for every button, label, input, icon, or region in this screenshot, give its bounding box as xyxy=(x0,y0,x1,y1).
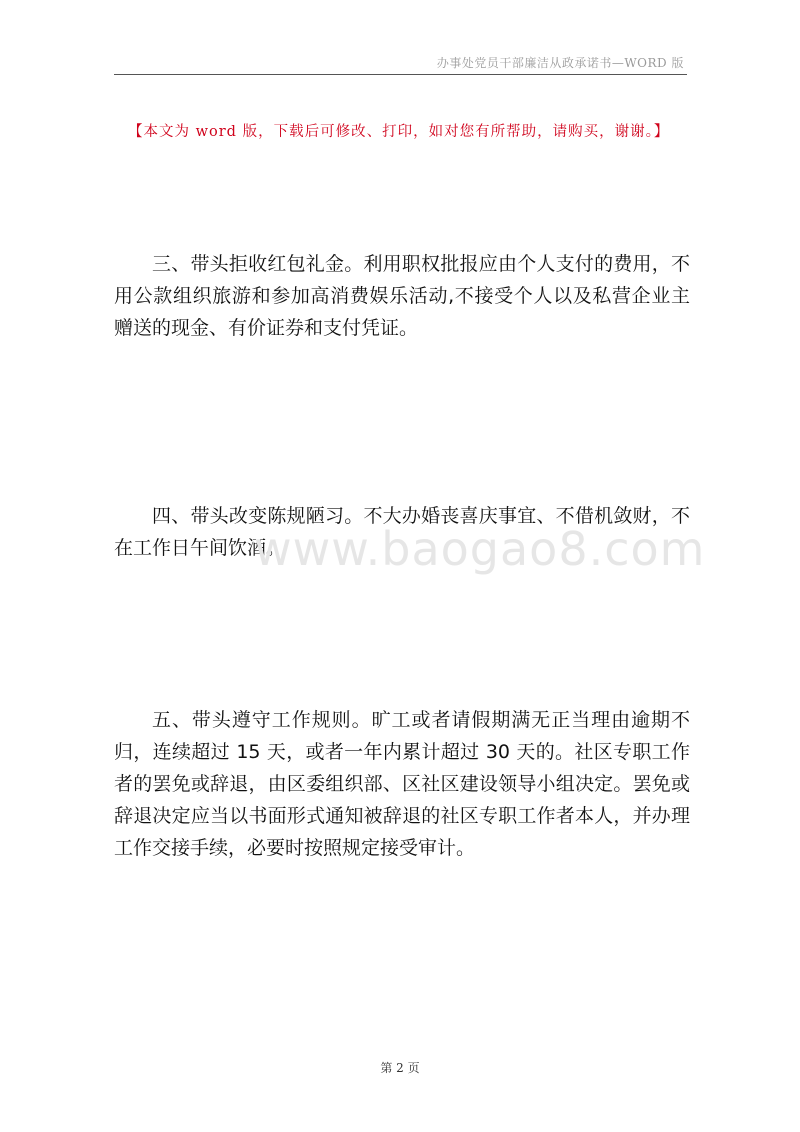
page-number: 第 2 页 xyxy=(380,1061,420,1075)
running-header: 办事处党员干部廉洁从政承诺书—WORD 版 xyxy=(436,56,684,70)
paragraph-item-3: 三、带头拒收红包礼金。利用职权批报应由个人支付的费用，不用公款组织旅游和参加高消费娱乐活动,不接受个人以及私营企业主赠送的现金、有价证券和支付凭证。 xyxy=(114,253,690,339)
paragraph-item-5: 五、带头遵守工作规则。旷工或者请假期满无正当理由逾期不归，连续超过 15 天，或者一年内累计超过 30 天的。社区专职工作者的罢免或辞退，由区委组织部、区社区建设领导小组决定。罢免或辞退决定应当以书面形式通知被辞退的社区专职工作者本人，并办理工作交接手续，必要时按照规定接受审计。 xyxy=(114,709,690,859)
download-notice: 【本文为 word 版，下载后可修改、打印，如对您有所帮助，请购买，谢谢。】 xyxy=(128,124,670,140)
site-watermark: www.baogao8.com xyxy=(254,522,706,576)
header-divider xyxy=(114,74,687,75)
paragraph-item-4: 四、带头改变陈规陋习。不大办婚丧喜庆事宜、不借机敛财，不在工作日午间饮酒。 xyxy=(114,505,690,559)
